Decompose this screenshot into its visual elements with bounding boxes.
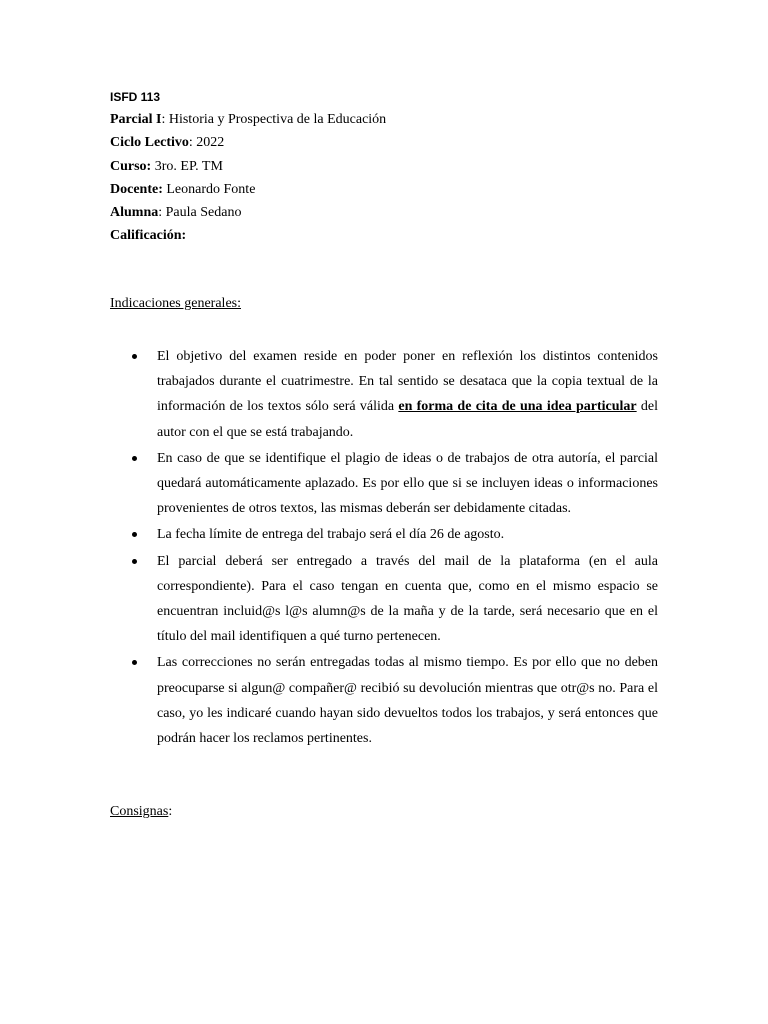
meta-curso xyxy=(110,155,386,178)
meta-docente xyxy=(110,178,386,201)
meta-value: 3ro. EP. TM xyxy=(151,158,223,174)
school-name: ISFD 113 xyxy=(110,90,161,104)
bullet-icon xyxy=(132,532,137,537)
meta-ciclo xyxy=(110,131,386,154)
meta-value: : Historia y Prospectiva de la Educación xyxy=(161,112,387,127)
meta-value: : 2022 xyxy=(188,135,225,151)
list-item xyxy=(110,446,658,522)
item-emphasis: en forma de cita de una idea particular xyxy=(398,399,637,415)
meta-label: Parcial I xyxy=(110,112,162,127)
meta-label: Ciclo Lectivo xyxy=(110,135,189,151)
item-text-after: del autor con el que se está trabajando. xyxy=(157,399,659,440)
meta-parcial xyxy=(110,108,386,131)
item-text: El parcial deberá ser entregado a través del mail de la plataforma (en el aula correspondiente). Para el caso tengan en cuenta que, como en el mismo espacio se encuentran incluid@s l@s alumn@s de la maña y de la tarde, será necesario que en el título del mail identifiquen a qué turno pertenecen. xyxy=(157,553,658,645)
meta-label: Docente: xyxy=(110,181,163,197)
meta-label: Curso: xyxy=(110,158,152,174)
bullet-icon xyxy=(132,354,137,359)
list-item xyxy=(110,522,658,547)
consignas-colon: : xyxy=(168,804,173,819)
list-item xyxy=(110,344,658,445)
item-text: La fecha límite de entrega del trabajo será el día 26 de agosto. xyxy=(157,527,505,543)
indicaciones-title: Indicaciones generales: xyxy=(110,296,241,311)
item-text: Las correcciones no serán entregadas todas al mismo tiempo. Es por ello que no deben preocuparse si algun@ compañer@ recibió su devolución mientras que otr@s no. Para el caso, yo les indicaré cuando hayan sido devueltos todos los trabajos, y será entonces que podrán hacer los reclamos pertinentes. xyxy=(157,655,658,747)
consignas-title xyxy=(110,804,172,820)
item-text: En caso de que se identifique el plagio de ideas o de trabajos de otra autoría, el parcial quedará automáticamente aplazado. Es por ello que si se incluyen ideas o informaciones provenientes de otros textos, las mismas deberán ser debidamente citadas. xyxy=(157,450,658,517)
meta-calificacion xyxy=(110,224,386,247)
exam-header xyxy=(110,86,386,248)
list-item xyxy=(110,549,658,650)
meta-value: : Paula Sedano xyxy=(158,205,242,221)
indicaciones-list xyxy=(110,344,658,752)
meta-value: Leonardo Fonte xyxy=(162,181,256,197)
meta-label: Calificación: xyxy=(110,228,187,244)
consignas-label: Consignas xyxy=(110,804,169,819)
meta-label: Alumna xyxy=(110,205,159,221)
bullet-icon xyxy=(132,660,137,665)
bullet-icon xyxy=(132,559,137,564)
item-text: El objetivo del examen reside en poder poner en reflexión los distintos contenidos trabajados durante el cuatrimestre. En tal sentido se desataca que la copia textual de la información de los textos sólo será válida xyxy=(157,349,658,415)
list-item xyxy=(110,650,658,751)
bullet-icon xyxy=(132,456,137,461)
meta-alumna xyxy=(110,201,386,224)
